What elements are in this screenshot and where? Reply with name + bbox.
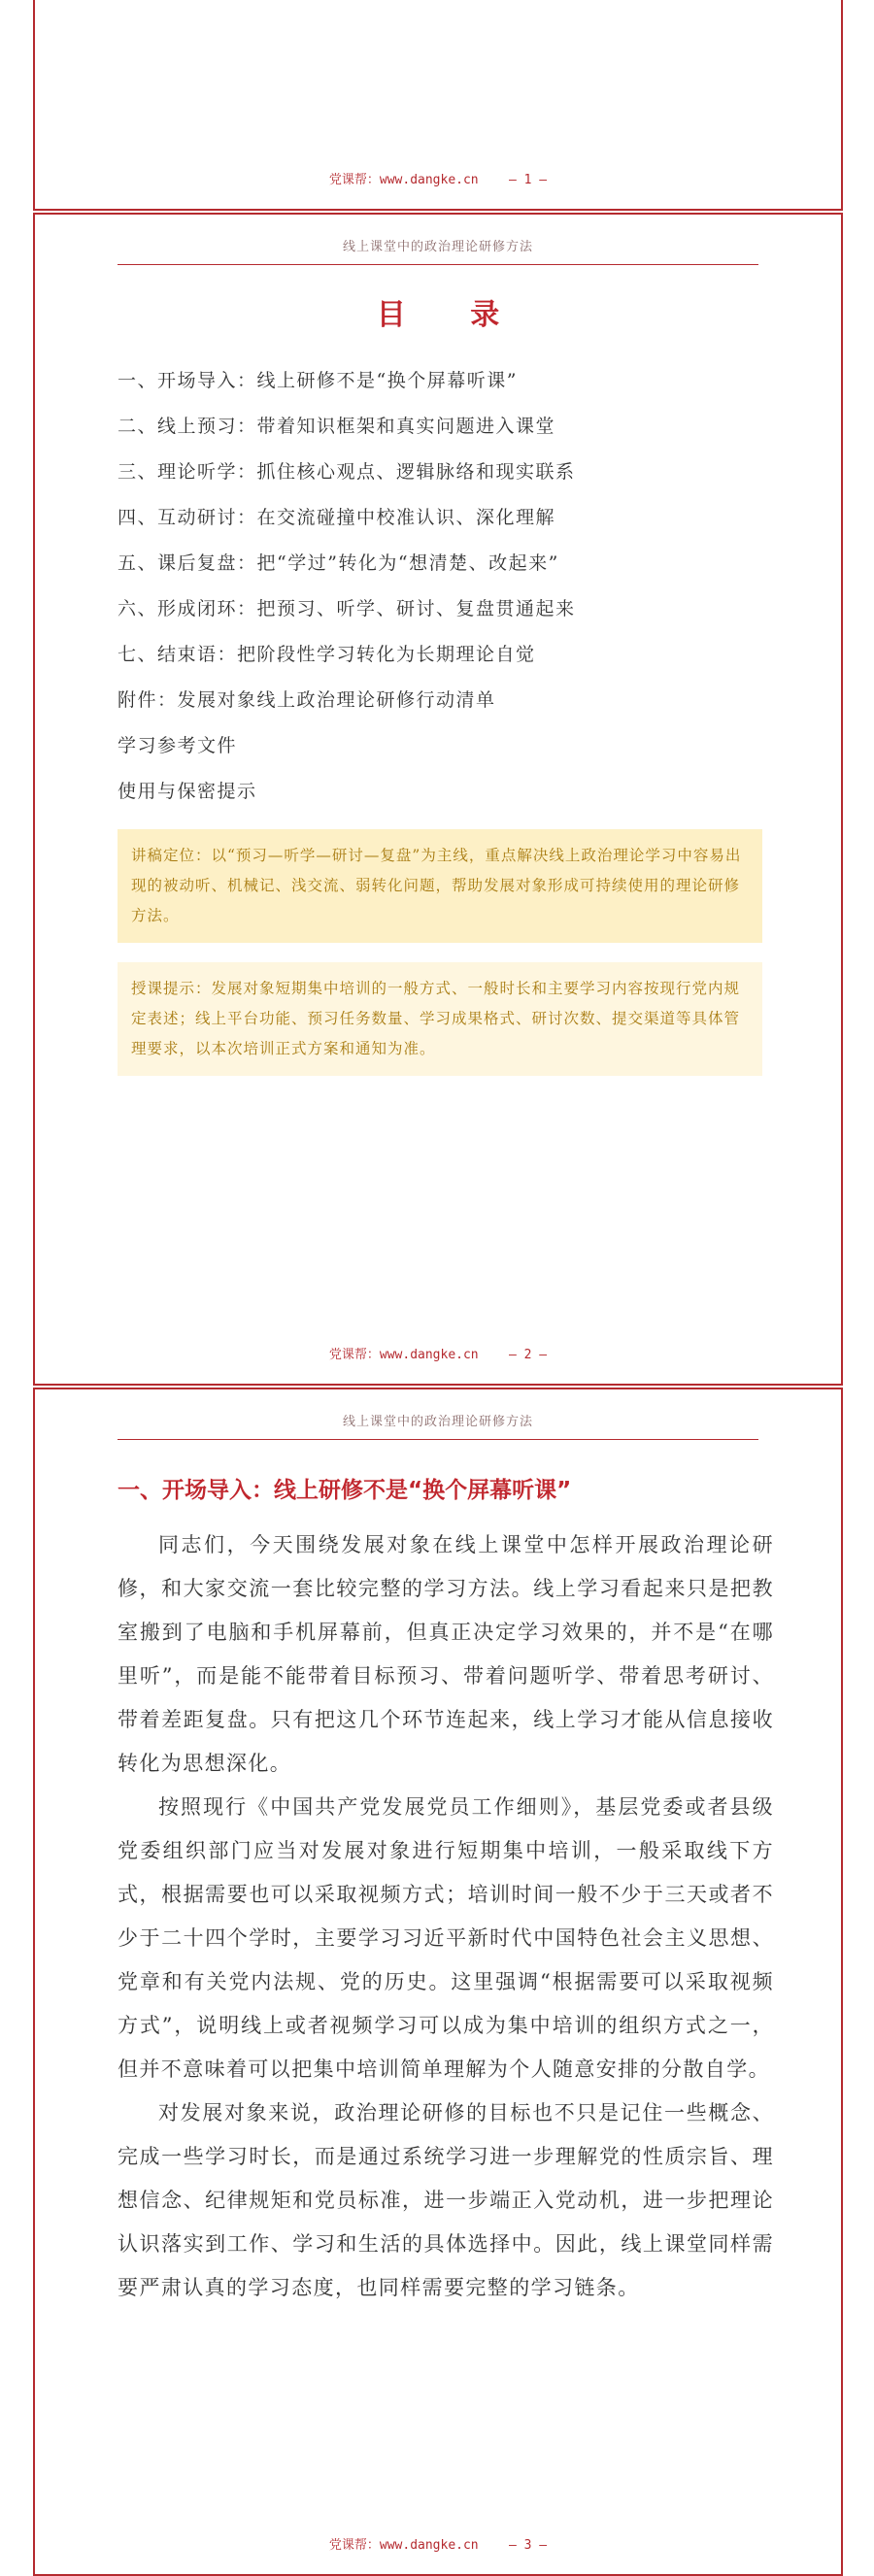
footer-page-number: — 1 — <box>508 173 548 187</box>
toc-item[interactable]: 一、开场导入：线上研修不是“换个屏幕听课” <box>118 370 518 391</box>
section-body <box>118 1523 774 2310</box>
toc-item[interactable]: 五、课后复盘：把“学过”转化为“想清楚、改起来” <box>118 552 559 574</box>
body-paragraph: 按照现行《中国共产党发展党员工作细则》，基层党委或者县级党委组织部门应当对发展对象进行短期集中培训，一般采取线下方式，根据需要也可以采取视频方式；培训时间一般不少于三天或者不少于二十四个学时，主要学习习近平新时代中国特色社会主义思想、党章和有关党内法规、党的历史。这里强调“根据需要可以采取视频方式”，说明线上或者视频学习可以成为集中培训的组织方式之一，但并不意味着可以把集中培训简单理解为个人随意安排的分散自学。 <box>118 1795 774 2081</box>
positioning-note: 讲稿定位：以“预习—听学—研讨—复盘”为主线，重点解决线上政治理论学习中容易出现的被动听、机械记、浅交流、弱转化问题，帮助发展对象形成可持续使用的理论研修方法。 <box>118 829 762 943</box>
page-1 <box>33 0 843 211</box>
page-footer <box>35 169 841 187</box>
teaching-tip-note: 授课提示：发展对象短期集中培训的一般方式、一般时长和主要学习内容按现行党内规定表述；线上平台功能、预习任务数量、学习成果格式、研讨次数、提交渠道等具体管理要求，以本次培训正式方案和通知为准。 <box>118 962 762 1076</box>
toc-item[interactable]: 三、理论听学：抓住核心观点、逻辑脉络和现实联系 <box>118 461 576 483</box>
body-paragraph: 对发展对象来说，政治理论研修的目标也不只是记住一些概念、完成一些学习时长，而是通过系统学习进一步理解党的性质宗旨、理想信念、纪律规矩和党员标准，进一步端正入党动机，进一步把理论认识落实到工作、学习和生活的具体选择中。因此，线上课堂同样需要严肃认真的学习态度，也同样需要完整的学习链条。 <box>118 2101 774 2299</box>
toc-item[interactable]: 学习参考文件 <box>118 735 238 756</box>
page-3 <box>33 1388 843 2576</box>
footer-page-number: — 3 — <box>508 2538 548 2553</box>
page-2 <box>33 213 843 1386</box>
running-header: 线上课堂中的政治理论研修方法 <box>118 1411 758 1440</box>
toc-item[interactable]: 七、结束语：把阶段性学习转化为长期理论自觉 <box>118 644 536 665</box>
toc-item[interactable]: 二、线上预习：带着知识框架和真实问题进入课堂 <box>118 416 556 437</box>
footer-page-number: — 2 — <box>508 1348 548 1362</box>
footer-site: 党课帮：www.dangke.cn <box>328 173 479 187</box>
footer-site: 党课帮：www.dangke.cn <box>328 1348 479 1362</box>
toc-item[interactable]: 附件：发展对象线上政治理论研修行动清单 <box>118 689 496 711</box>
section-heading: 一、开场导入：线上研修不是“换个屏幕听课” <box>118 1478 572 1503</box>
toc-title: 目 录 <box>376 298 527 332</box>
toc-item[interactable]: 六、形成闭环：把预习、听学、研讨、复盘贯通起来 <box>118 598 576 619</box>
body-paragraph: 同志们，今天围绕发展对象在线上课堂中怎样开展政治理论研修，和大家交流一套比较完整的学习方法。线上学习看起来只是把教室搬到了电脑和手机屏幕前，但真正决定学习效果的，并不是“在哪里听”，而是能不能带着目标预习、带着问题听学、带着思考研讨、带着差距复盘。只有把这几个环节连起来，线上学习才能从信息接收转化为思想深化。 <box>118 1533 774 1775</box>
toc-item[interactable]: 四、互动研讨：在交流碰撞中校准认识、深化理解 <box>118 507 556 528</box>
toc-item[interactable]: 使用与保密提示 <box>118 781 257 802</box>
page-footer <box>35 2534 841 2553</box>
toc-list <box>118 358 758 815</box>
footer-site: 党课帮：www.dangke.cn <box>328 2538 479 2553</box>
page-footer <box>35 1344 841 1362</box>
running-header: 线上课堂中的政治理论研修方法 <box>118 236 758 265</box>
